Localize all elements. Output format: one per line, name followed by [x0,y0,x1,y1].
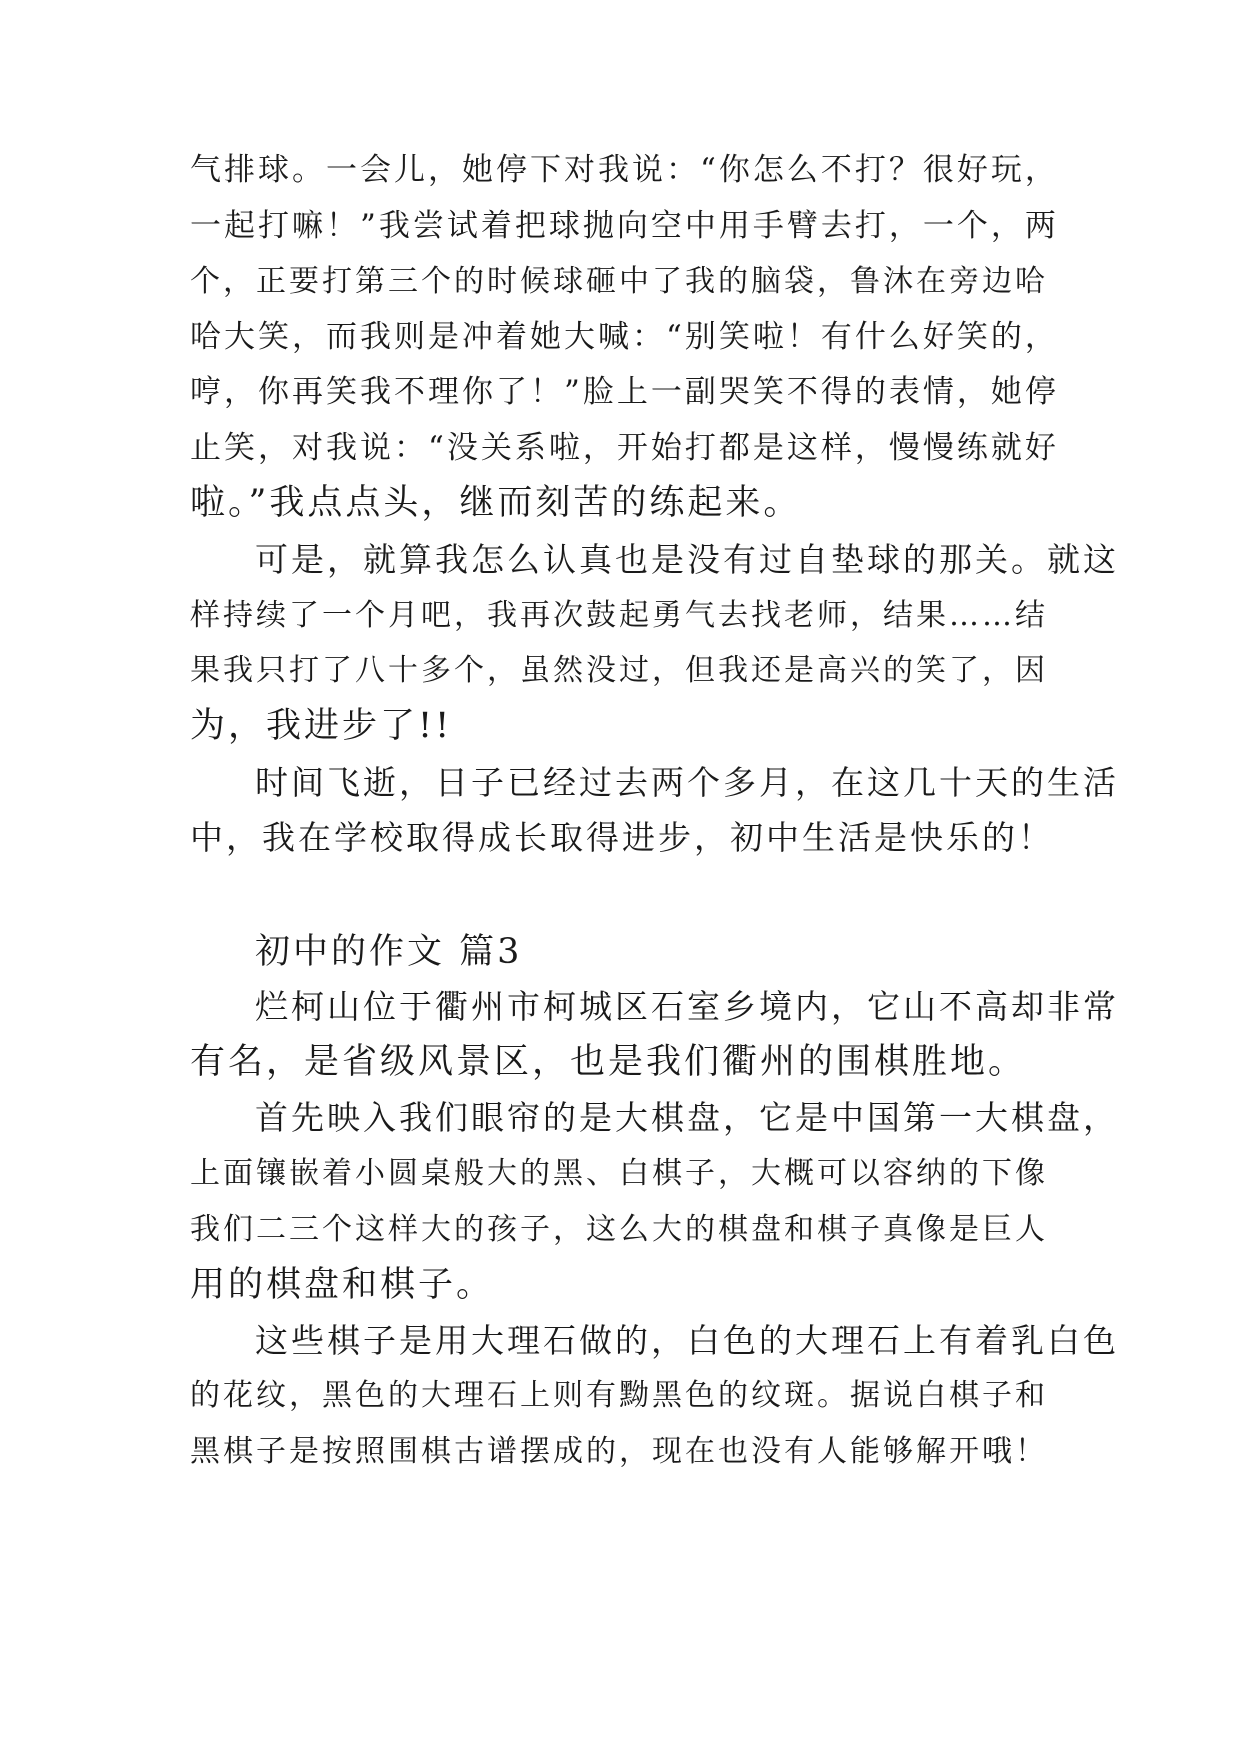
text-line: 一起打嘛！”我尝试着把球抛向空中用手臂去打，一个，两 [190,208,1059,244]
text-line: 有名，是省级风景区，也是我们衢州的围棋胜地。 [190,1042,1027,1082]
text-line: 中，我在学校取得成长取得进步，初中生活是快乐的！ [190,818,1054,857]
text-line: 个，正要打第三个的时候球砸中了我的脑袋，鲁沐在旁边哈 [190,264,1048,299]
paragraph-first-line: 可是，就算我怎么认真也是没有过自垫球的那关。就这 [255,540,1119,579]
text-line: 止笑，对我说：“没关系啦，开始打都是这样，慢慢练就好 [190,430,1059,466]
text-line: 我们二三个这样大的孩子，这么大的棋盘和棋子真像是巨人 [190,1212,1048,1247]
text-line: 为，我进步了!! [190,706,453,746]
text-line: 果我只打了八十多个，虽然没过，但我还是高兴的笑了，因 [190,653,1048,688]
paragraph-first-line: 这些棋子是用大理石做的，白色的大理石上有着乳白色 [255,1321,1119,1360]
text-line: 哈大笑，而我则是冲着她大喊：“别笑啦！有什么好笑的， [190,319,1059,355]
paragraph-first-line: 烂柯山位于衢州市柯城区石室乡境内，它山不高却非常 [255,987,1119,1026]
text-line: 啦。”我点点头，继而刻苦的练起来。 [190,483,802,523]
text-line: 上面镶嵌着小圆桌般大的黑、白棋子，大概可以容纳的下像 [190,1156,1048,1191]
text-line: 黑棋子是按照围棋古谱摆成的，现在也没有人能够解开哦！ [190,1434,1048,1469]
text-line: 气排球。一会儿，她停下对我说：“你怎么不打？很好玩， [190,152,1059,188]
text-line: 用的棋盘和棋子。 [190,1265,495,1305]
paragraph-first-line: 首先映入我们眼帘的是大棋盘，它是中国第一大棋盘， [255,1098,1119,1137]
text-line: 哼，你再笑我不理你了！”脸上一副哭笑不得的表情，她停 [190,374,1059,410]
paragraph-first-line: 时间飞逝，日子已经过去两个多月，在这几十天的生活 [255,763,1119,802]
text-line: 的花纹，黑色的大理石上则有黝黑色的纹斑。据说白棋子和 [190,1378,1048,1413]
section-heading: 初中的作文 篇3 [255,932,523,972]
text-line: 样持续了一个月吧，我再次鼓起勇气去找老师，结果……结 [190,598,1048,633]
